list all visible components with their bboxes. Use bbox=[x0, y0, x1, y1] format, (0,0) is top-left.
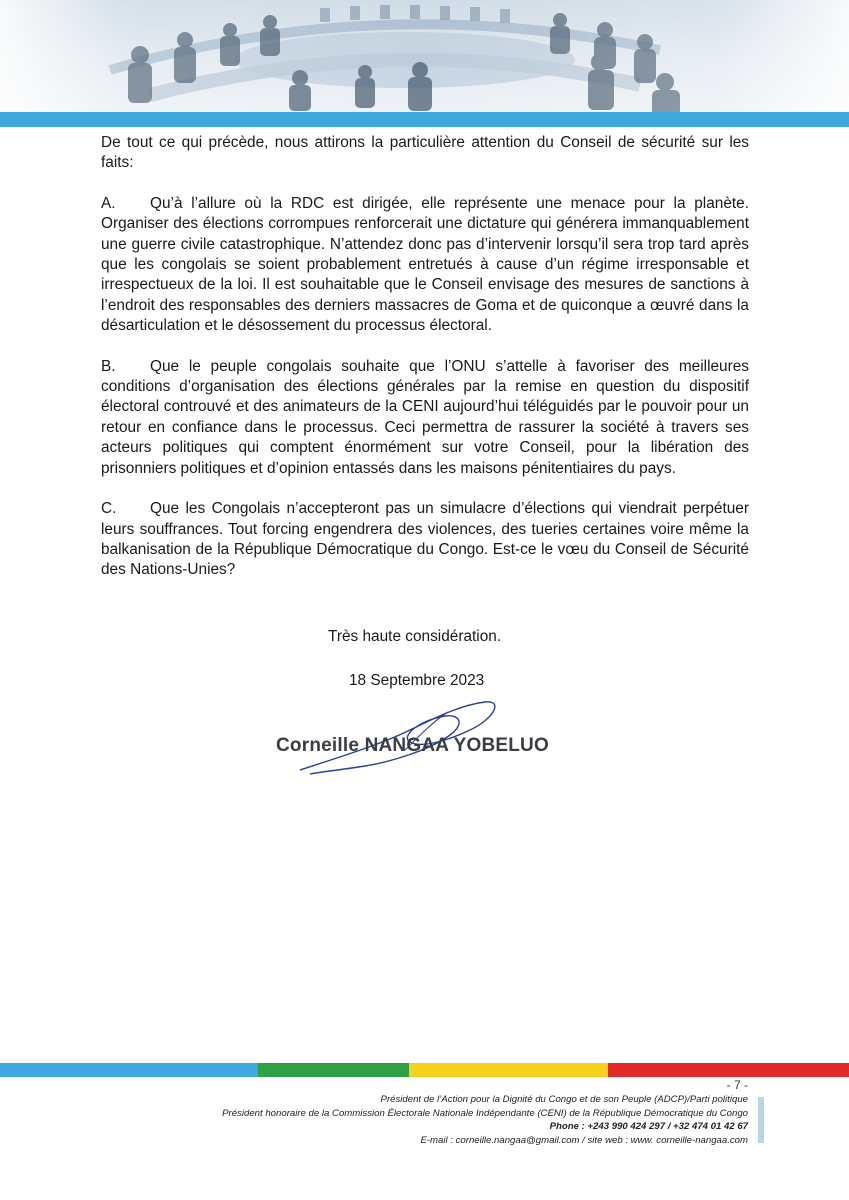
item-b-letter: B. bbox=[101, 357, 116, 375]
footer-bar-yellow bbox=[409, 1063, 608, 1077]
letter-date: 18 Septembre 2023 bbox=[349, 672, 485, 689]
item-a-text: Qu’à l’allure où la RDC est dirigée, elle représente une menace pour la planète. Organiser des élections corrompues renforcerait une dictature qui générera immanquablement une guerre civile catastrophique. N’attendez donc pas d’intervenir lorsqu’il sera trop tard après que les congolais se soient probablement entretués à cause d’un régime irresponsable et irrespectueux de la loi. Il est souhaitable que le Conseil envisage des mesures de sanctions à l’endroit des responsables des derniers massacres de Goma et de quiconque a œuvré dans la désarticulation et le désossement du processus électoral. bbox=[101, 194, 749, 335]
footer-contact-block bbox=[222, 1093, 748, 1147]
page-number: - 7 - bbox=[726, 1078, 748, 1092]
closing-salutation: Très haute considération. bbox=[328, 628, 502, 645]
header-blue-stripe bbox=[0, 112, 849, 127]
item-c-letter: C. bbox=[101, 500, 117, 518]
item-a-letter: A. bbox=[101, 194, 116, 212]
letter-body bbox=[101, 133, 749, 601]
header-photo-banner bbox=[0, 0, 849, 112]
item-b-text: Que le peuple congolais souhaite que l’ONU s’attelle à favoriser des meilleures conditions d’organisation des élections générales par la remise en question du dispositif électoral controuvé et des animateurs de la CENI aujourd’hui téléguidés par le pouvoir pour un retour en confiance dans le processus. Ceci permettra de rassurer la société à travers ses acteurs politiques qui comptent énormément sur votre Conseil, pour la libération des prisonniers politiques et d’opinion entassés dans les maisons pénitentiaires du pays. bbox=[101, 357, 749, 477]
footer-email-web: E-mail : corneille.nangaa@gmail.com / site web : www. corneille-nangaa.com bbox=[420, 1134, 748, 1146]
footer-side-accent bbox=[758, 1097, 764, 1143]
item-a-paragraph bbox=[101, 194, 749, 337]
footer-bar-blue bbox=[0, 1063, 258, 1077]
item-b-paragraph bbox=[101, 357, 749, 479]
footer-line-ceni: Président honoraire de la Commission Électorale Nationale Indépendante (CENI) de la République Démocratique du Congo bbox=[222, 1107, 748, 1119]
footer-phone: Phone : +243 990 424 297 / +32 474 01 42 67 bbox=[549, 1121, 748, 1132]
intro-paragraph: De tout ce qui précède, nous attirons la particulière attention du Conseil de sécurité sur les faits: bbox=[101, 134, 749, 172]
footer-bar-red bbox=[608, 1063, 849, 1077]
item-c-paragraph bbox=[101, 499, 749, 581]
footer-line-party: Président de l’Action pour la Dignité du Congo et de son Peuple (ADCP)/Parti politique bbox=[380, 1094, 748, 1105]
signatory-name: Corneille NANGAA YOBELUO bbox=[276, 735, 549, 756]
item-c-text: Que les Congolais n’accepteront pas un simulacre d’élections qui viendrait perpétuer leurs souffrances. Tout forcing engendrera des violences, des tueries certaines voire même la balkanisation de la République Démocratique du Congo. Est-ce le vœu du Conseil de Sécurité des Nations-Unies? bbox=[101, 500, 749, 579]
banner-fade-overlay bbox=[0, 0, 849, 112]
footer-bar-green bbox=[258, 1063, 409, 1077]
